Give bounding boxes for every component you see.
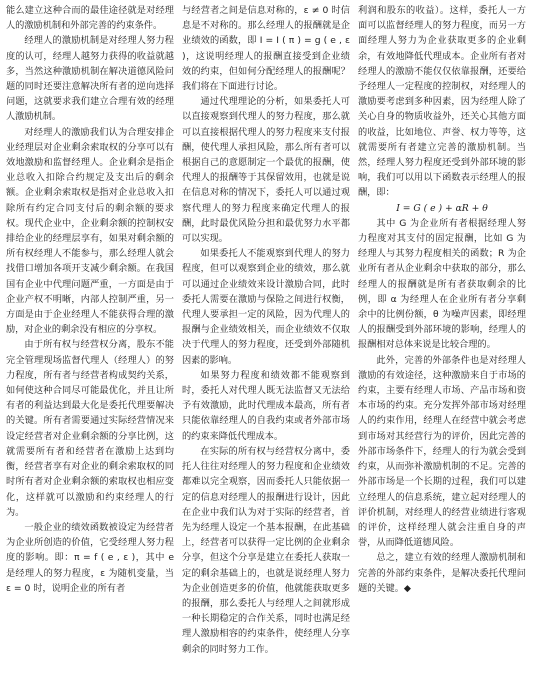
paragraph: 其中 G 为企业所有者根据经理人努力程度对其支付的固定报酬，比如 G 为经理人与其努力程度相关的函数；R 为企业所有者从企业剩余中获取的部分，那么经理人的报酬就是所有者获取剩余的比例，即 α 为经理人在企业所有者分享剩余中的比例份额，θ 为噪声因素，即经理人的报酬受到外部环境的影响，经理人的报酬相对总体来说是比较合理的。 (358, 217, 526, 351)
equation: I = G ( e ) + αR + θ (396, 202, 488, 214)
paragraph: 此外，完善的外部条件也是对经理人激励的有效途径，这种激励来自于市场的约束，主要有经理人市场、产品市场和资本市场的约束。充分发挥外部市场对经理人的约束作用，经理人在经营中就会考虑到市场对其经营行为的评价，因此完善的外部市场条件下，经理人的行为就会受到约束，从而弥补激励机制的不足。完善的外部市场是一个长期的过程，我们可以建立经理人的信息系统，建立起对经理人的评价机制，对经理人的经营业绩进行客观的评价，这样经理人就会注重自身的声誉，从而降低道德风险。 (358, 354, 526, 549)
text-column-1 (6, 3, 174, 683)
paragraph: 一般企业的绩效函数被设定为经营者为企业所创造的价值，它受经理人努力程度的影响。即：π = f ( e , ε )，其中 e 是经理人的努力程度，ε 为随机变量，当 ε = 0 时，说明企业的所有者 (6, 521, 174, 594)
paragraph: 经理人的激励机制是对经理人努力程度的认可，经理人越努力获得的收益就越多，当然这种激励机制在解决道德风险问题的同时还要注意解决所有者的逆向选择问题，这就要求我们建立合理有效的经理人激励机制。 (6, 35, 174, 123)
paragraph: 利润和股东的收益）。这样，委托人一方面可以监督经理人的努力程度，而另一方面经理人努力为企业获取更多的企业剩余，有效地降低代理成本。企业所有者对经理人的激励不能仅仅依靠报酬，还要给予经理人一定程度的控制权，对经理人的激励要考虑到多种因素，因为经理人除了关心自身的物质收益外，还关心其他方面的收益，比如地位、声誉、权力等等，这就需要所有者建立完善的激励机制。当然，经理人努力程度还受到外部环境的影响，我们可以用以下函数表示经理人的报酬，即： (358, 5, 526, 199)
paragraph: 在实际的所有权与经营权分离中，委托人往往对经理人的努力程度和企业绩效都难以完全观察，因而委托人只能依据一定的信息对经理人的报酬进行设计，因此在企业中我们认为对于实际的经营者，首先为经理人设定一个基本报酬，在此基础上，经营者可以获得一定比例的企业剩余分享，但这个分享是建立在委托人获取一定的剩余基础上的，也就是说经理人努力为企业创造更多的价值，他就能获取更多的报酬，那么委托人与经理人之间就形成一种长期稳定的合作关系，同时也满足经理人激励相容的约束条件，使经理人分享剩余的同时努力工作。 (182, 445, 350, 655)
paragraph: 对经理人的激励我们认为合理安排企业经理层对企业剩余索取权的分享可以有效地激励和监督经理人。企业剩余是指企业总收入扣除合约规定及支出后的剩余额。企业剩余索取权是指对企业总收入扣除所有约定合同支付后的剩余额的要求权。现代企业中，企业剩余额的控制权安排给企业的经理层享有，如果对剩余额的所有权经理人不能参与，那么经理人就会找借口增加各项开支减少剩余额。在我国国有企业中代理问题严重，一方面是由于企业产权不明晰，内部人控制严重，另一方面是由于企业经理人不能获得合理的激励，对企业的剩余没有相应的分享权。 (6, 126, 174, 336)
paragraph: 通过代理理论的分析，如果委托人可以直接观察到代理人的努力程度，那么就可以直接根据代理人的努力程度来支付报酬，使代理人承担风险，那么所有者可以根据自己的意愿制定一个最优的报酬，使代理人的报酬等于其保留效用，也就是说在信息对称的情况下，委托人可以通过观察代理人的努力程度来确定代理人的报酬，此时最优风险分担和最优努力水平都可以实现。 (182, 96, 350, 245)
paragraph: 由于所有权与经营权分离，股东不能完全管理现场监督代理人（经理人）的努力程度，所有者与经营者构成契约关系，如何使这种合同尽可能最优化，并且让所有者的利益达到最大化是委托代理要解决的关键。所有者需要通过实际经营情况来设定经营者对企业剩余额的分享比例，这就需要所有者和经营者在激励上达到均衡，经营者享有对企业的剩余索取权的同时所有者对企业剩余额的索取权也相应变化，这样就可以激励和约束经理人的行为。 (6, 339, 174, 518)
paragraph: 与经营者之间是信息对称的，ε ≠ 0 时信息是不对称的。那么经理人的报酬就是企业绩效的函数，即 I = I ( π ) = g ( e , ε )，这说明经理人的报酬直接受到企业绩效的约束，但如何分配经理人的报酬呢？我们将在下面进行讨论。 (182, 5, 350, 93)
paragraph: 如果委托人不能观察到代理人的努力程度，但可以观察到企业的绩效，那么就可以通过企业绩效来设计激励合同，此时委托人需要在激励与保险之间进行权衡，代理人要承担一定的风险，因为代理人的报酬与企业绩效相关，而企业绩效不仅取决于代理人的努力程度，还受到外部随机因素的影响。 (182, 248, 350, 366)
text-column-3 (358, 3, 526, 683)
paragraph: 总之，建立有效的经理人激励机制和完善的外部约束条件，是解决委托代理问题的关键。◆ (358, 552, 526, 594)
paragraph: 能么建立这种合而的最佳途径就是对经理人的激励机制和外部完善的约束条件。 (6, 5, 174, 32)
paragraph: 如果努力程度和绩效都不能观察到时，委托人对代理人既无法监督又无法给予有效激励，此时代理成本最高，所有者只能依靠经理人的自我约束或者外部市场的约束来降低代理成本。 (182, 369, 350, 442)
text-column-2 (182, 3, 350, 683)
